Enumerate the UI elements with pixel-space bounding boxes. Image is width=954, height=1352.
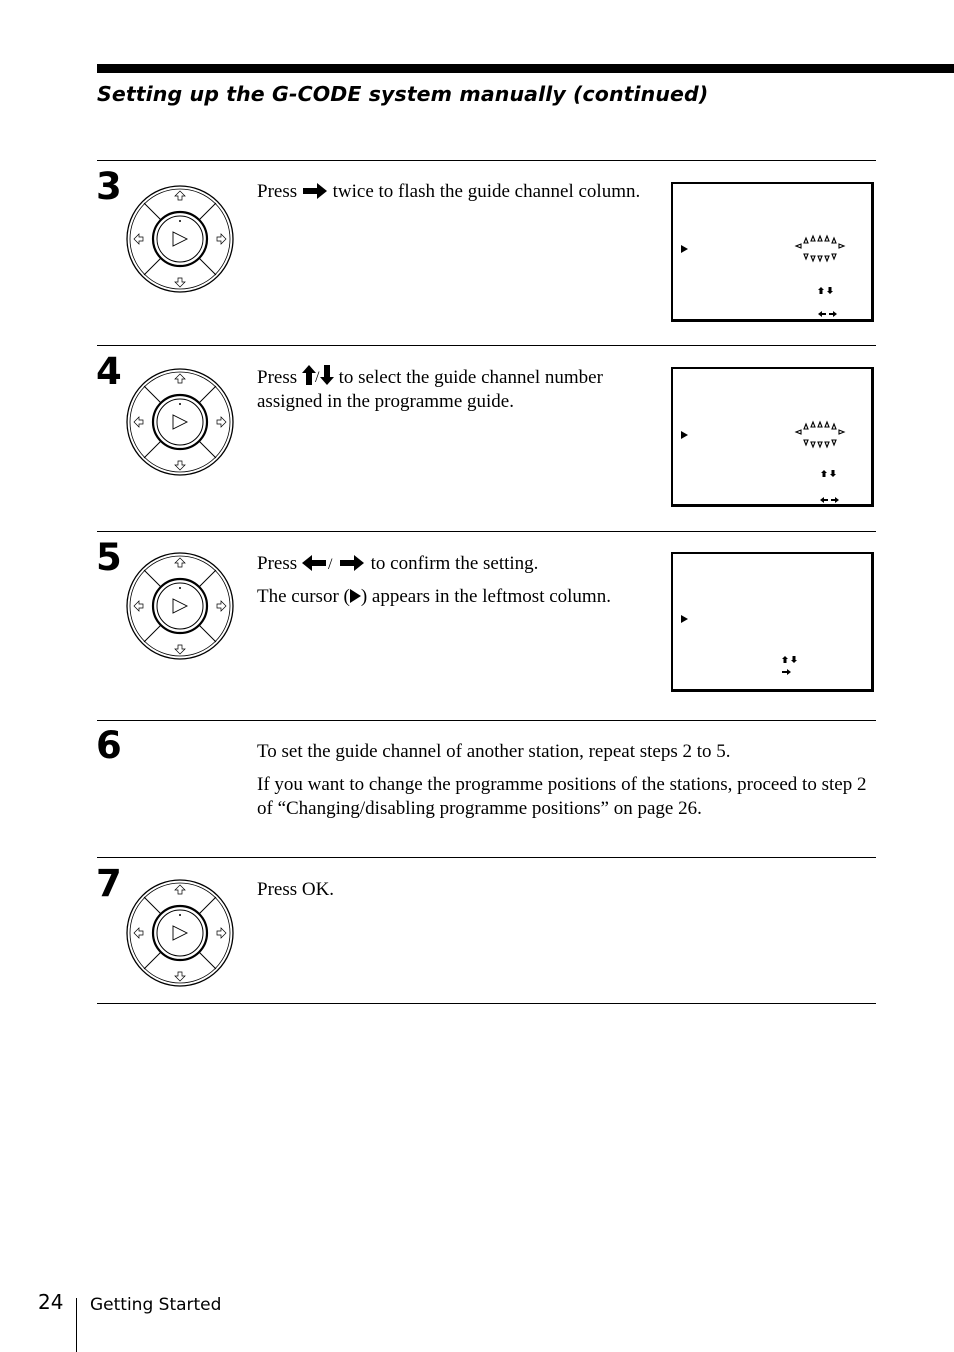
footer-section-label: Getting Started: [90, 1295, 222, 1315]
step-divider: [97, 531, 876, 532]
step-divider: [97, 720, 876, 721]
header-bar: [97, 64, 954, 73]
step-divider: [97, 857, 876, 858]
up-down-arrows-icon: [302, 365, 334, 385]
step-number: 6: [96, 724, 122, 767]
page-title: Setting up the G-CODE system manually (continued): [97, 82, 709, 106]
up-down-arrows-icon: [818, 287, 833, 294]
instruction-paragraph: To set the guide channel of another station, repeat steps 2 to 5.: [257, 741, 731, 762]
remote-dpad-icon: [125, 367, 235, 477]
instruction-text: Press: [257, 367, 298, 388]
flashing-indicator-icon: [796, 236, 844, 261]
osd-screen: [671, 552, 874, 692]
step-instructions: [257, 552, 617, 609]
up-down-arrows-icon: [782, 656, 797, 663]
step-divider: [97, 160, 876, 161]
remote-dpad-icon: [125, 184, 235, 294]
osd-screen: [671, 182, 874, 322]
cursor-right-icon: [681, 615, 688, 623]
up-down-arrows-icon: [821, 470, 836, 477]
step-instructions: [257, 740, 877, 830]
instruction-text: Press: [257, 181, 298, 202]
step-number: 7: [96, 862, 122, 905]
flashing-indicator-icon: [796, 422, 844, 447]
cursor-right-icon: [681, 431, 688, 439]
step-instructions: [257, 180, 647, 213]
page-number: 24: [38, 1290, 64, 1314]
remote-dpad-icon: [125, 551, 235, 661]
step-instructions: [257, 365, 652, 423]
footer-divider: [76, 1298, 77, 1352]
svg-text:/: /: [314, 369, 320, 385]
left-right-arrows-icon: [818, 311, 837, 317]
right-arrow-icon: [302, 183, 328, 199]
instruction-text: ) appears in the leftmost column.: [360, 586, 611, 607]
instruction-text: twice to flash the guide channel column.: [332, 181, 641, 202]
instruction-text: Press: [257, 553, 298, 574]
instruction-text: to confirm the setting.: [370, 553, 539, 574]
step-divider: [97, 345, 876, 346]
instruction-paragraph: Press OK.: [257, 879, 335, 900]
left-right-arrows-icon: [302, 555, 366, 571]
instruction-text: to select the guide channel number assigned in the programme guide.: [257, 367, 603, 412]
left-right-arrows-icon: [820, 497, 839, 503]
cursor-right-icon: [681, 245, 688, 253]
cursor-right-icon: [350, 589, 361, 603]
step-number: 5: [96, 536, 122, 579]
remote-dpad-icon: [125, 878, 235, 988]
step-instructions: [257, 878, 657, 911]
step-number: 4: [96, 350, 122, 393]
instruction-paragraph: If you want to change the programme positions of the stations, proceed to step 2 of “Changing/disabling programme positions” on page 26.: [257, 774, 867, 819]
svg-text:/: /: [327, 556, 333, 571]
step-divider: [97, 1003, 876, 1004]
osd-screen: [671, 367, 874, 507]
right-arrow-icon: [782, 669, 791, 675]
instruction-text: The cursor (: [257, 586, 350, 607]
step-number: 3: [96, 165, 122, 208]
